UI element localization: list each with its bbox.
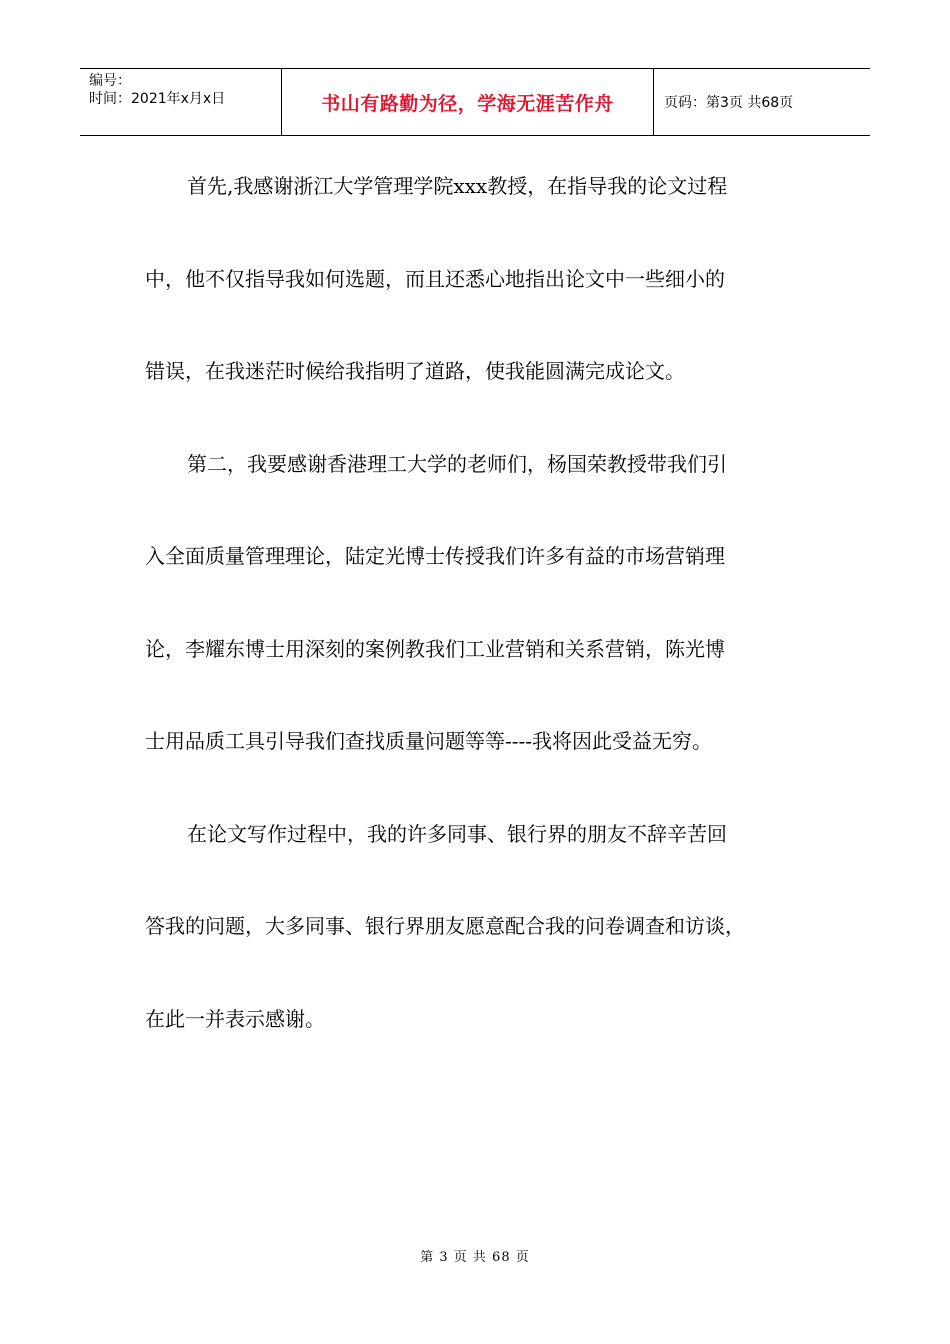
paragraph-2-line-1: 第二，我要感谢香港理工大学的老师们，杨国荣教授带我们引 bbox=[187, 451, 727, 476]
paragraph-1-line-2: 中，他不仅指导我如何选题，而且还悉心地指出论文中一些细小的 bbox=[145, 266, 725, 291]
paragraph-2-line-4: 士用品质工具引导我们查找质量问题等等----我将因此受益无穷。 bbox=[145, 729, 713, 753]
paragraph-2-line-2: 入全面质量管理理论，陆定光博士传授我们许多有益的市场营销理 bbox=[145, 544, 725, 568]
paragraph-3-line-2: 答我的问题，大多同事、银行界朋友愿意配合我的问卷调查和访谈， bbox=[145, 914, 745, 938]
header-meta-cell bbox=[80, 69, 282, 135]
paragraph-3-line-1: 在论文写作过程中，我的许多同事、银行界的朋友不辞辛苦回 bbox=[187, 821, 727, 846]
page-header bbox=[80, 68, 870, 136]
paragraph-1-line-3: 错误，在我迷茫时候给我指明了道路，使我能圆满完成论文。 bbox=[145, 359, 685, 383]
page-footer: 第 3 页 共 68 页 bbox=[420, 1250, 530, 1265]
paragraph-2-line-3: 论，李耀东博士用深刻的案例教我们工业营销和关系营销，陈光博 bbox=[145, 636, 725, 661]
serial-label: 编号： bbox=[89, 73, 131, 89]
time-label: 时间：2021年x月x日 bbox=[89, 91, 226, 107]
paragraph-3-line-3: 在此一并表示感谢。 bbox=[145, 1006, 325, 1031]
header-motto-cell bbox=[282, 69, 654, 135]
page-label: 页码：第3页 共68页 bbox=[664, 95, 794, 111]
motto-text: 书山有路勤为径，学海无涯苦作舟 bbox=[321, 92, 614, 115]
document-body bbox=[145, 160, 815, 1085]
header-page-cell bbox=[654, 69, 870, 135]
paragraph-1-line-1: 首先,我感谢浙江大学管理学院xxx教授，在指导我的论文过程 bbox=[187, 174, 728, 198]
